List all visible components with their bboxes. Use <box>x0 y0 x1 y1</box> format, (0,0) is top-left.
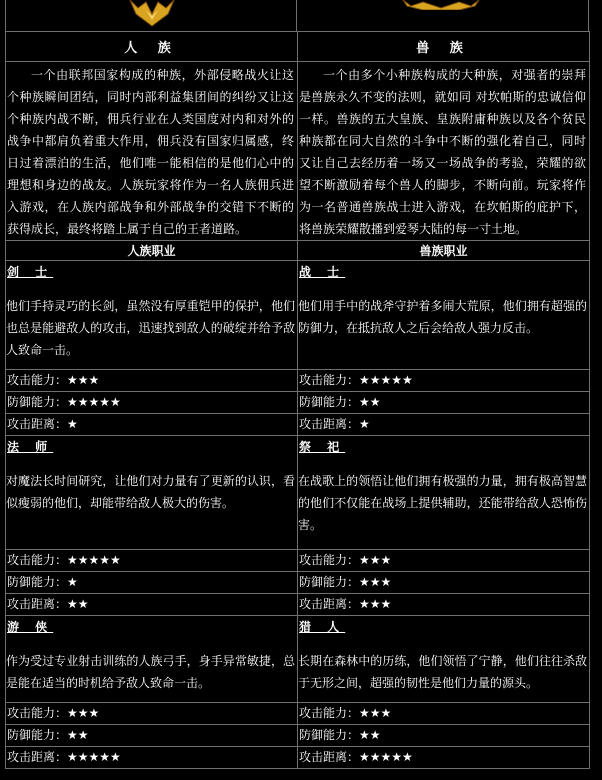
stat-range <box>6 747 298 769</box>
human-class-mage <box>6 436 298 550</box>
stat-label: 防御能力： <box>299 728 360 742</box>
stat-range <box>298 414 590 436</box>
star-rating: ★★★ <box>359 706 392 720</box>
star-rating: ★★ <box>359 728 381 742</box>
stat-label: 攻击能力： <box>7 373 68 387</box>
emblem-row <box>5 0 589 31</box>
stat-range <box>298 594 590 616</box>
stat-label: 防御能力： <box>299 395 360 409</box>
human-emblem-icon <box>124 0 180 28</box>
star-rating: ★★ <box>359 395 381 409</box>
star-rating: ★★★★★ <box>67 395 121 409</box>
star-rating: ★★★ <box>67 373 100 387</box>
orc-jobs-header: 兽族职业 <box>298 241 590 261</box>
orc-intro <box>298 62 590 241</box>
stat-attack <box>6 703 298 725</box>
stat-defense <box>6 725 298 747</box>
class-name: 剑 士 <box>7 265 54 279</box>
stat-range <box>6 414 298 436</box>
star-rating: ★ <box>359 417 370 431</box>
stat-range <box>6 594 298 616</box>
star-rating: ★★★★★ <box>359 373 413 387</box>
human-class-ranger <box>6 616 298 703</box>
class-name: 猎 人 <box>299 620 346 634</box>
human-race-header: 人 族 <box>6 32 298 62</box>
star-rating: ★★ <box>67 728 89 742</box>
stat-label: 攻击能力： <box>7 553 68 567</box>
class-name: 祭 祀 <box>299 440 346 454</box>
stat-attack <box>6 370 298 392</box>
orc-emblem-cell <box>296 0 589 31</box>
class-name: 战 士 <box>299 265 346 279</box>
human-intro <box>6 62 298 241</box>
stat-label: 防御能力： <box>7 575 68 589</box>
stat-label: 攻击距离： <box>299 417 360 431</box>
star-rating: ★★★ <box>67 706 100 720</box>
stat-defense <box>298 725 590 747</box>
human-emblem-cell <box>5 0 297 31</box>
stat-label: 防御能力： <box>7 395 68 409</box>
stat-label: 攻击距离： <box>7 597 68 611</box>
stat-label: 攻击能力： <box>299 553 360 567</box>
star-rating: ★★★★★ <box>359 750 413 764</box>
human-jobs-header: 人族职业 <box>6 241 298 261</box>
stat-defense <box>6 572 298 594</box>
stat-attack <box>6 550 298 572</box>
orc-class-priest <box>298 436 590 550</box>
stat-label: 攻击距离： <box>7 417 68 431</box>
class-description: 他们手持灵巧的长剑，虽然没有厚重铠甲的保护，他们也总是能避敌人的攻击，迅速找到敌人的破绽并给予敌人致命一击。 <box>6 299 295 357</box>
class-description: 对魔法长时间研究，让他们对力量有了更新的认识，看似瘦弱的他们，却能带给敌人极大的伤害。 <box>6 474 295 510</box>
class-name: 法 师 <box>7 440 54 454</box>
class-description: 作为受过专业射击训练的人族弓手，身手异常敏捷，总是能在适当的时机给予敌人致命一击。 <box>6 654 295 690</box>
star-rating: ★★★ <box>359 553 392 567</box>
stat-defense <box>298 392 590 414</box>
stat-label: 攻击距离： <box>299 750 360 764</box>
class-description: 在战歌上的领悟让他们拥有极强的力量，拥有极高智慧的他们不仅能在战场上提供辅助，还能带给敌人恐怖伤害。 <box>298 474 587 532</box>
human-class-swordsman <box>6 261 298 370</box>
orc-class-warrior <box>298 261 590 370</box>
stat-label: 攻击距离： <box>299 597 360 611</box>
class-name: 游 侠 <box>7 620 54 634</box>
star-rating: ★ <box>67 417 78 431</box>
stat-attack <box>298 550 590 572</box>
star-rating: ★★★ <box>359 597 392 611</box>
stat-defense <box>298 572 590 594</box>
stat-label: 防御能力： <box>7 728 68 742</box>
class-description: 长期在森林中的历练，他们领悟了宁静，他们往往杀敌于无形之间，超强的韧性是他们力量的源头。 <box>298 654 587 690</box>
orc-intro-text: 一个由多个小种族构成的大种族，对强者的崇拜是兽族永久不变的法则，就如同 对坎帕斯的忠诚信仰一样。兽族的五大皇族、皇族附庸种族以及各个贫民种族都在同大自然的斗争中不断的强化着自己，同时又让自己去经历着一场又一场战争的考验，荣耀的欲望不断激励着每个兽人的脚步，不断向前。玩家将作为一名普通兽族战士进入游戏，在坎帕斯的庇护下，将兽族荣耀散播到爱琴大陆的每一寸土地。 <box>299 68 586 236</box>
stat-label: 攻击能力： <box>299 373 360 387</box>
orc-race-header: 兽 族 <box>298 32 590 62</box>
stat-range <box>298 747 590 769</box>
star-rating: ★★★ <box>359 575 392 589</box>
stat-label: 攻击能力： <box>7 706 68 720</box>
class-description: 他们用手中的战斧守护着多闹大荒原，他们拥有超强的防御力，在抵抗敌人之后会给敌人强力反击。 <box>298 299 587 335</box>
star-rating: ★ <box>67 575 78 589</box>
stat-attack <box>298 703 590 725</box>
stat-defense <box>6 392 298 414</box>
stat-label: 攻击距离： <box>7 750 68 764</box>
race-class-table <box>5 31 590 769</box>
star-rating: ★★★★★ <box>67 750 121 764</box>
stat-label: 攻击能力： <box>299 706 360 720</box>
star-rating: ★★ <box>67 597 89 611</box>
star-rating: ★★★★★ <box>67 553 121 567</box>
orc-class-hunter <box>298 616 590 703</box>
stat-attack <box>298 370 590 392</box>
stat-label: 防御能力： <box>299 575 360 589</box>
human-intro-text: 一个由联邦国家构成的种族，外部侵略战火让这个种族瞬间团结，同时内部利益集团间的纠纷又让这个种族内战不断，佣兵行业在人类国度对内和对外的战争中都肩负着重大作用，佣兵没有国家归属感，终日过着漂泊的生活，他们唯一能相信的是他们心中的理想和身边的战友。人族玩家将作为一名人族佣兵进入游戏，在人族内部战争和外部战争的交错下不断的获得成长，最终将踏上属于自己的王者道路。 <box>7 68 294 236</box>
orc-emblem-icon <box>401 0 481 10</box>
